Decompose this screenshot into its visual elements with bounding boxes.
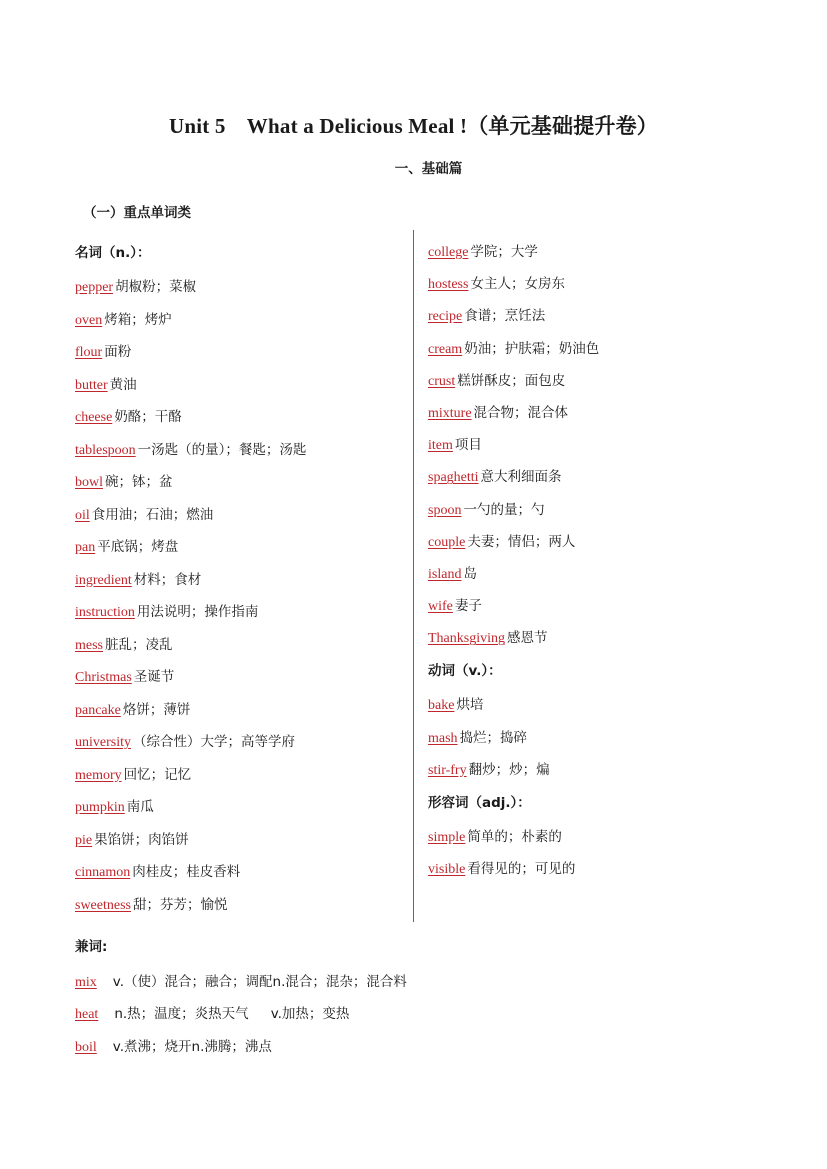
- column-divider: [413, 230, 414, 922]
- vocab-word: oven: [75, 312, 103, 328]
- vocab-item: [75, 726, 405, 759]
- verbs-heading: 动词（v.）：: [428, 663, 502, 680]
- vocab-meaning: 甜；芬芳；愉悦: [133, 896, 228, 913]
- vocab-item: [428, 333, 758, 365]
- vocab-item: [75, 564, 405, 597]
- vocab-meaning: 奶酪；干酪: [114, 409, 182, 425]
- vocab-word: cream: [428, 341, 463, 357]
- vocab-meaning: 岛: [463, 565, 477, 582]
- vocab-item: [75, 466, 405, 499]
- vocab-item: [75, 856, 405, 889]
- vocab-word: item: [428, 438, 453, 454]
- vocab-item: [428, 526, 758, 558]
- vocab-word: flour: [75, 345, 103, 360]
- vocab-item: [428, 461, 758, 493]
- vocab-meaning: 一汤匙（的量）；餐匙；汤匙: [137, 441, 307, 458]
- multi-class-heading: 兼词:: [75, 939, 108, 955]
- vocab-item: [428, 590, 758, 622]
- vocab-word: sweetness: [75, 897, 131, 913]
- vocab-word: wife: [428, 599, 453, 615]
- vocab-item: [75, 531, 405, 564]
- nouns-list-left: [75, 271, 405, 921]
- vocab-word: Christmas: [75, 670, 132, 685]
- vocab-meaning: 面粉: [104, 344, 132, 360]
- vocab-item: [75, 629, 405, 662]
- vocab-meaning-2: n.混合；混杂；混合料: [272, 974, 407, 990]
- vocab-meaning: 简单的；朴素的: [467, 829, 562, 845]
- vocab-meaning: 烤箱；烤炉: [104, 311, 172, 328]
- vocab-meaning: 果馅饼；肉馅饼: [94, 831, 189, 848]
- nouns-list-right: [428, 236, 758, 654]
- vocab-word: cinnamon: [75, 865, 131, 880]
- vocab-word: visible: [428, 862, 466, 878]
- vocab-meaning-1: v.（使）混合；融合；调配: [112, 974, 273, 990]
- vocab-item: [75, 661, 405, 694]
- vocab-word: memory: [75, 767, 122, 783]
- vocab-word: boil: [75, 1039, 97, 1055]
- vocab-item: [428, 300, 758, 332]
- vocab-word: spoon: [428, 502, 462, 518]
- vocab-meaning: 材料；食材: [133, 571, 202, 588]
- vocab-item: [428, 722, 758, 754]
- vocab-word: pumpkin: [75, 800, 125, 815]
- vocab-word: bowl: [75, 475, 103, 490]
- vocab-meaning: 意大利细面条: [480, 469, 562, 486]
- vocab-meaning: 碗；钵；盆: [105, 474, 173, 490]
- vocab-word: hostess: [428, 277, 469, 293]
- vocab-word: couple: [428, 534, 466, 550]
- vocab-item: [75, 889, 405, 922]
- vocab-item: [75, 434, 405, 467]
- vocab-meaning: 肉桂皮；桂皮香料: [132, 864, 241, 880]
- vocab-word: cheese: [75, 410, 113, 425]
- multi-class-item: [75, 1031, 775, 1063]
- vocab-word: college: [428, 245, 469, 260]
- vocab-word: spaghetti: [428, 470, 479, 486]
- vocab-meaning: 胡椒粉；菜椒: [115, 279, 197, 295]
- vocab-meaning: 捣烂；捣碎: [459, 729, 528, 746]
- multi-class-item: [75, 998, 775, 1030]
- vocab-item: [428, 236, 758, 268]
- vocab-word: pancake: [75, 702, 121, 718]
- vocab-word: oil: [75, 507, 90, 523]
- vocab-item: [75, 336, 405, 369]
- vocab-item: [428, 622, 758, 654]
- vocab-meaning: 看得见的；可见的: [467, 861, 576, 878]
- adjectives-heading: 形容词（adj.）：: [428, 795, 531, 811]
- vocab-word: stir-fry: [428, 762, 467, 778]
- vocab-meaning: 混合物；混合体: [473, 404, 569, 421]
- vocab-item: [75, 271, 405, 304]
- vocab-item: [428, 821, 758, 853]
- multi-class-words: [75, 928, 775, 1063]
- vocab-meaning: 烘培: [456, 697, 484, 714]
- vocab-item: [75, 304, 405, 337]
- vocab-meaning: 项目: [454, 437, 482, 454]
- vocab-item: [75, 596, 405, 629]
- vocab-word: recipe: [428, 309, 463, 325]
- vocab-meaning: 翻炒；炒；煸: [468, 761, 550, 778]
- vocab-word: pepper: [75, 280, 114, 295]
- vocab-word: heat: [75, 1007, 99, 1023]
- vocab-word: pan: [75, 540, 96, 555]
- vocab-meaning: 回忆；记忆: [123, 766, 192, 783]
- vocab-meaning-2: v.加热；变热: [270, 1006, 350, 1023]
- vocab-item: [75, 759, 405, 792]
- vocab-item: [75, 824, 405, 857]
- multi-class-item: [75, 966, 775, 998]
- vocab-word: Thanksgiving: [428, 631, 505, 647]
- vocab-meaning: 圣诞节: [133, 669, 175, 685]
- page-title: Unit 5 What a Delicious Meal !（单元基础提升卷）: [168, 114, 659, 138]
- vocab-word: butter: [75, 377, 108, 393]
- vocab-meaning-1: v.煮沸；烧开: [112, 1038, 192, 1055]
- vocab-word: simple: [428, 830, 466, 845]
- vocab-item: [428, 494, 758, 526]
- vocab-meaning: 食谱；烹饪法: [464, 308, 546, 325]
- multi-class-list: [75, 966, 775, 1063]
- vocab-meaning: 黄油: [109, 376, 137, 393]
- vocab-meaning: 平底锅；烤盘: [97, 539, 179, 555]
- vocab-meaning: 糕饼酥皮；面包皮: [457, 372, 566, 389]
- vocab-word: tablespoon: [75, 442, 136, 458]
- vocab-meaning: （综合性）大学；高等学府: [133, 734, 295, 750]
- vocab-item: [428, 268, 758, 300]
- vocab-item: [428, 397, 758, 429]
- vocab-item: [75, 369, 405, 402]
- vocab-item: [428, 853, 758, 885]
- vocab-meaning: 妻子: [454, 598, 482, 615]
- vocab-meaning: 用法说明；操作指南: [136, 604, 259, 620]
- vocab-meaning: 南瓜: [126, 799, 154, 815]
- vocab-word: instruction: [75, 605, 135, 620]
- vocab-meaning: 食用油；石油；燃油: [91, 506, 214, 523]
- vocab-meaning: 奶油；护肤霜；奶油色: [464, 340, 600, 357]
- vocab-meaning: 学院；大学: [470, 244, 538, 260]
- nouns-column-left: [75, 236, 405, 921]
- vocab-meaning: 烙饼；薄饼: [122, 701, 191, 718]
- vocab-word: university: [75, 735, 131, 750]
- vocab-item: [428, 365, 758, 397]
- vocab-meaning-2: n.沸腾；沸点: [191, 1038, 272, 1055]
- vocab-word: ingredient: [75, 572, 132, 588]
- vocab-word: crust: [428, 373, 456, 389]
- vocab-word: pie: [75, 832, 93, 848]
- vocab-item: [75, 791, 405, 824]
- vocab-word: mix: [75, 975, 97, 990]
- vocab-item: [428, 689, 758, 721]
- vocab-item: [75, 694, 405, 727]
- subsection-heading: （一）重点单词类: [83, 205, 191, 221]
- vocab-word: bake: [428, 698, 455, 714]
- vocab-item: [75, 401, 405, 434]
- vocab-meaning: 感恩节: [507, 630, 548, 647]
- vocab-meaning-1: n.热；温度；炎热天气: [114, 1006, 249, 1023]
- nouns-column-right: [428, 236, 758, 885]
- vocab-item: [428, 754, 758, 786]
- vocab-meaning: 一勺的量；勺: [463, 501, 545, 518]
- vocab-meaning: 脏乱；凌乱: [105, 636, 173, 653]
- vocab-item: [428, 429, 758, 461]
- verbs-list: [428, 689, 758, 786]
- vocab-meaning: 夫妻；情侣；两人: [467, 533, 576, 550]
- vocab-item: [428, 558, 758, 590]
- vocab-word: mixture: [428, 405, 472, 421]
- vocab-word: mash: [428, 730, 458, 746]
- nouns-heading: 名词（n.）：: [75, 245, 151, 261]
- vocab-meaning: 女主人；女房东: [470, 276, 565, 293]
- vocab-item: [75, 499, 405, 532]
- section-heading: 一、基础篇: [394, 161, 463, 177]
- adjectives-list: [428, 821, 758, 885]
- vocab-word: mess: [75, 637, 103, 653]
- vocab-word: island: [428, 566, 462, 582]
